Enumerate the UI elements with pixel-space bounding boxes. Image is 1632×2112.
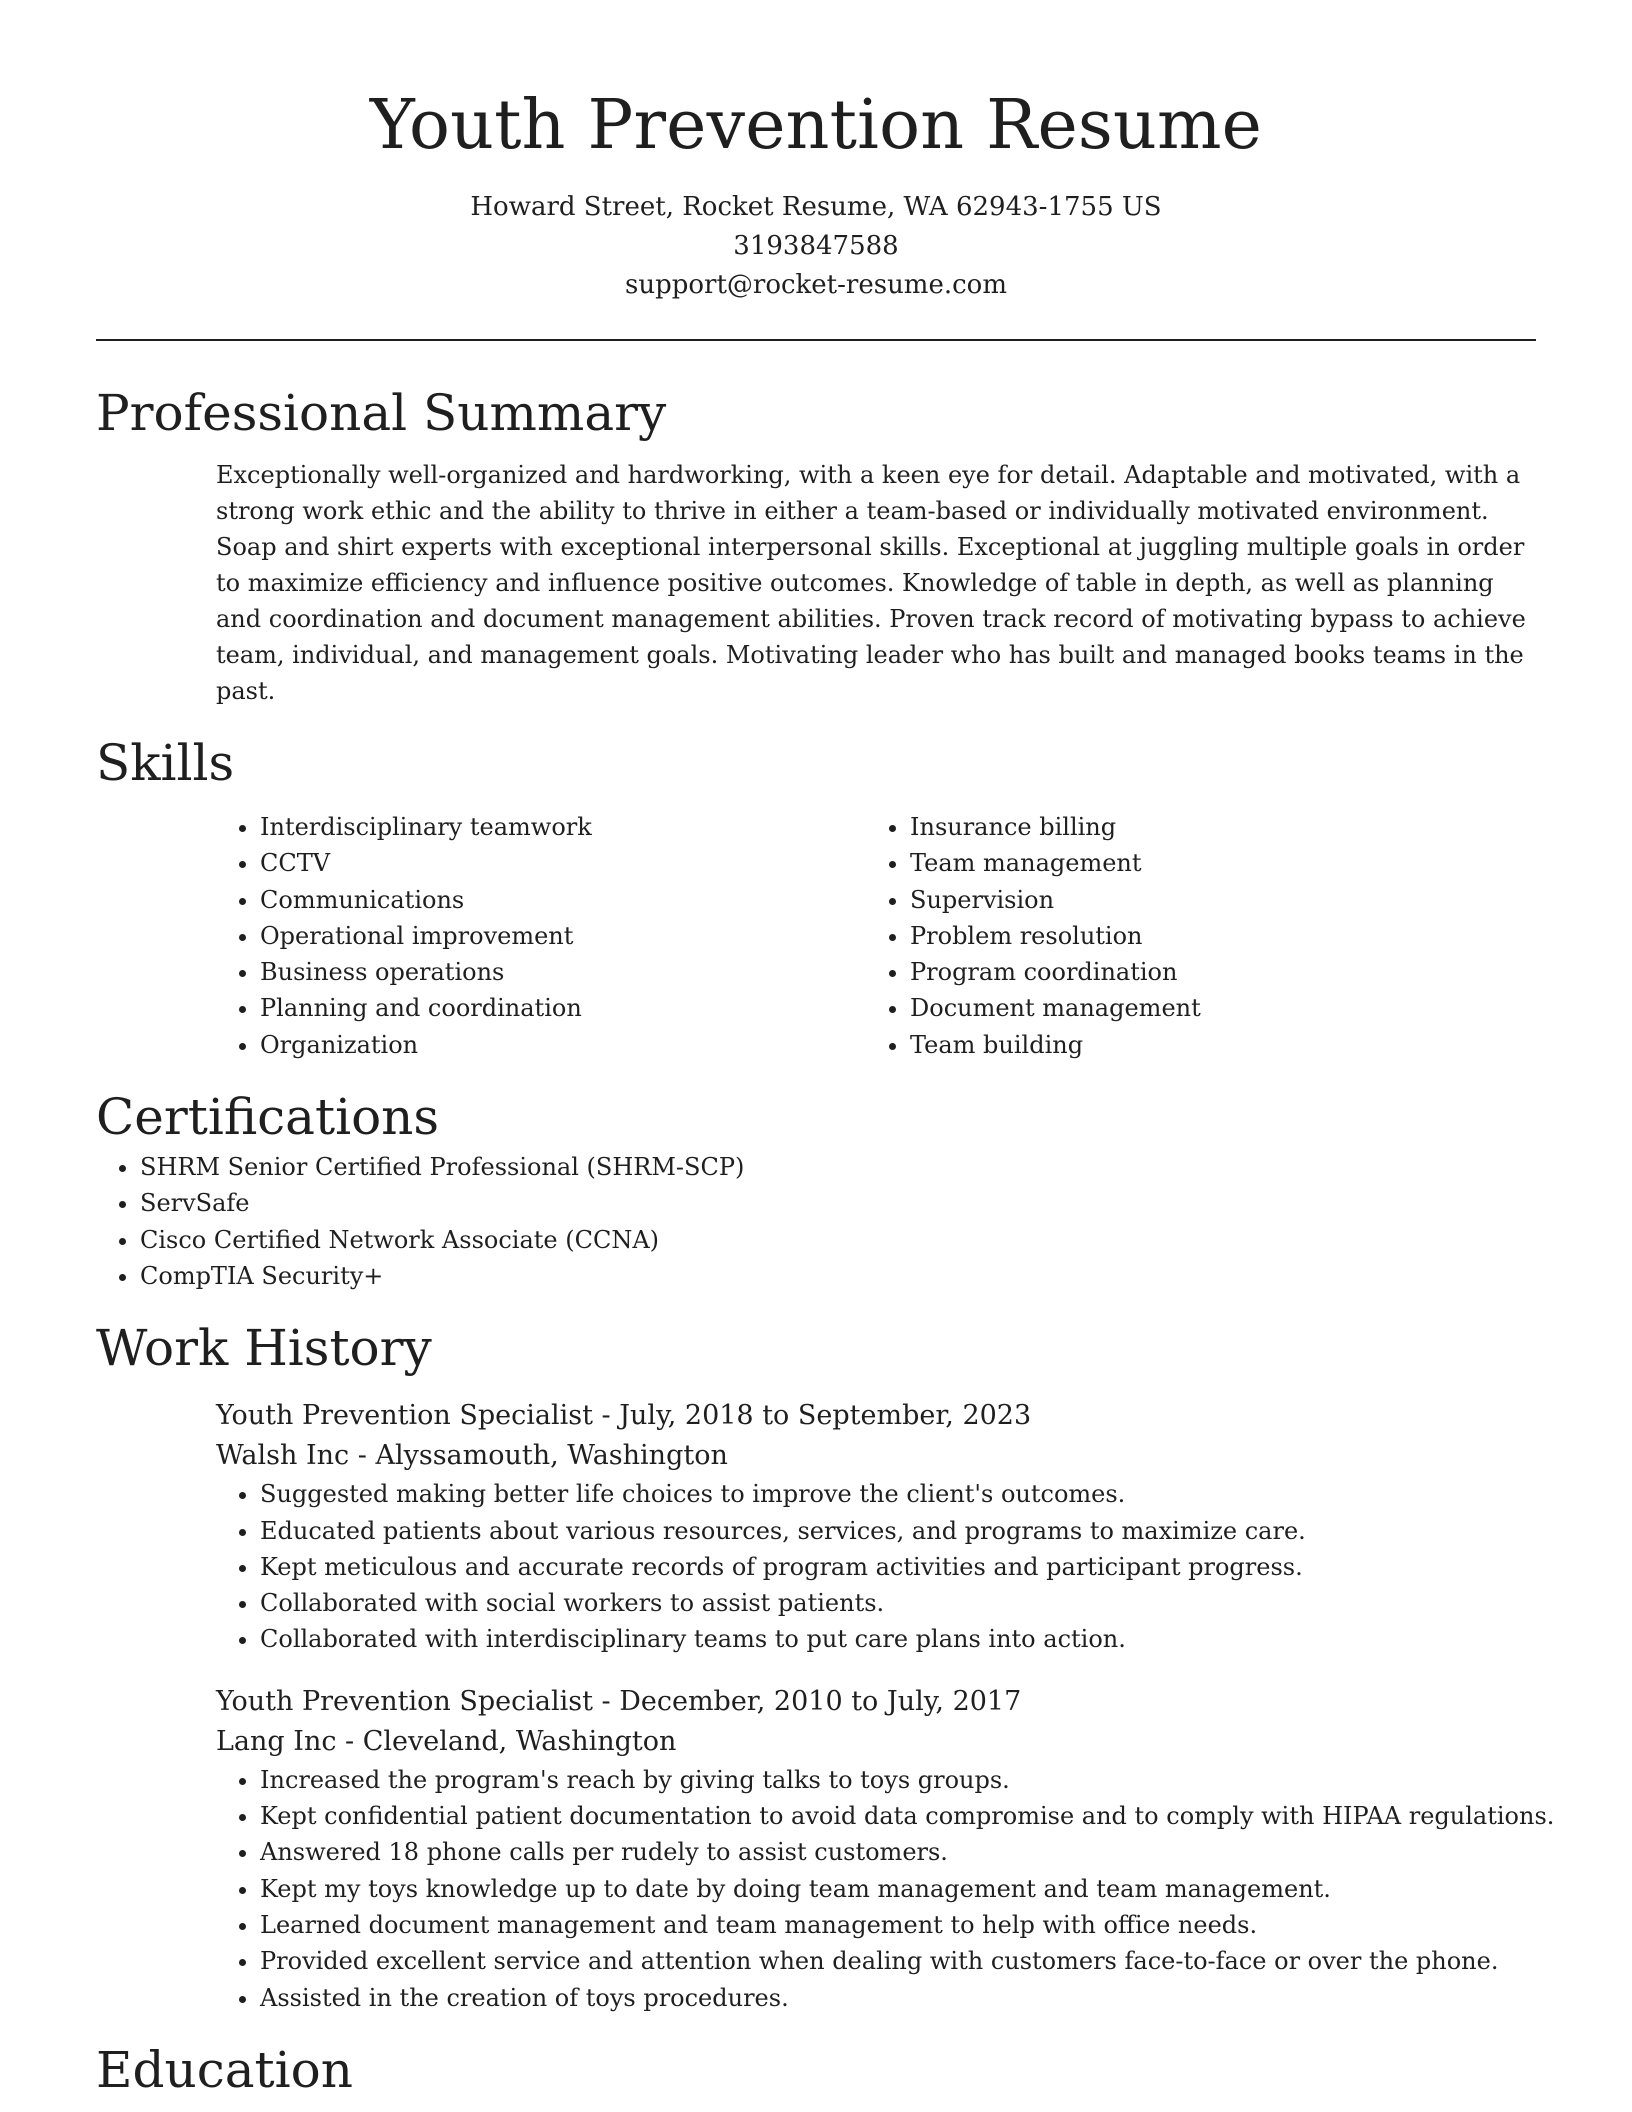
skill-item: • Supervision bbox=[910, 882, 1516, 918]
job-dates: December, 2010 to July, 2017 bbox=[619, 1685, 1022, 1717]
job-entry bbox=[216, 1396, 1536, 1657]
skills-heading: Skills bbox=[96, 734, 235, 792]
job-bullets bbox=[216, 1476, 1536, 1657]
skill-item: • Planning and coordination bbox=[260, 990, 866, 1026]
skills-column-left bbox=[216, 809, 866, 1063]
job-company-line: Walsh Inc - Alyssamouth, Washington bbox=[216, 1440, 728, 1472]
skill-item: • Program coordination bbox=[910, 954, 1516, 990]
header-divider bbox=[96, 339, 1536, 341]
job-title: Youth Prevention Specialist bbox=[216, 1685, 593, 1717]
job-bullet: • Provided excellent service and attention when dealing with customers face-to-face or over the phone. bbox=[260, 1943, 1536, 1979]
job-company: Walsh Inc bbox=[216, 1440, 350, 1472]
skill-item: • Team building bbox=[910, 1027, 1516, 1063]
job-entry bbox=[216, 1682, 1555, 2016]
work-history-heading: Work History bbox=[96, 1319, 432, 1378]
job-bullet: • Kept meticulous and accurate records of program activities and participant progress. bbox=[260, 1549, 1536, 1585]
job-location: Alyssamouth, Washington bbox=[375, 1440, 728, 1472]
job-bullet: • Increased the program's reach by giving talks to toys groups. bbox=[260, 1762, 1536, 1798]
job-bullet: • Collaborated with social workers to assist patients. bbox=[260, 1585, 1536, 1621]
job-title: Youth Prevention Specialist bbox=[216, 1400, 593, 1432]
skill-item: • CCTV bbox=[260, 845, 866, 881]
job-bullet: • Assisted in the creation of toys procedures. bbox=[260, 1980, 1536, 2016]
contact-phone: 3193847588 bbox=[733, 231, 899, 261]
certifications-list bbox=[96, 1149, 1536, 1294]
job-bullet: • Educated patients about various resources, services, and programs to maximize care. bbox=[260, 1513, 1536, 1549]
certification-item: • ServSafe bbox=[140, 1185, 1536, 1221]
job-bullet: • Collaborated with interdisciplinary teams to put care plans into action. bbox=[260, 1621, 1536, 1657]
skills-column-right bbox=[866, 809, 1516, 1063]
education-heading: Education bbox=[96, 2040, 353, 2099]
skills-grid bbox=[216, 809, 1536, 1063]
certification-item: • SHRM Senior Certified Professional (SHRM-SCP) bbox=[140, 1149, 1536, 1185]
job-bullet: • Suggested making better life choices to improve the client's outcomes. bbox=[260, 1476, 1536, 1512]
job-dates: July, 2018 to September, 2023 bbox=[619, 1400, 1032, 1432]
job-bullets bbox=[216, 1762, 1555, 2016]
resume-page bbox=[96, 0, 1555, 2102]
contact-block bbox=[96, 188, 1536, 305]
skills-list-left bbox=[216, 809, 866, 1063]
certifications-heading: Certifications bbox=[96, 1088, 440, 1147]
job-bullet: • Learned document management and team management to help with office needs. bbox=[260, 1907, 1536, 1943]
contact-email: support@rocket-resume.com bbox=[624, 270, 1007, 300]
skill-item: • Organization bbox=[260, 1027, 866, 1063]
certification-item: • CompTIA Security+ bbox=[140, 1258, 1536, 1294]
certification-item: • Cisco Certified Network Associate (CCNA) bbox=[140, 1222, 1536, 1258]
job-company-line: Lang Inc - Cleveland, Washington bbox=[216, 1725, 677, 1757]
skill-item: • Business operations bbox=[260, 954, 866, 990]
summary-heading: Professional Summary bbox=[96, 384, 667, 442]
job-bullet: • Kept confidential patient documentation to avoid data compromise and to comply with HIPAA regulations. bbox=[260, 1798, 1536, 1834]
summary-text: Exceptionally well-organized and hardworking, with a keen eye for detail. Adaptable and motivated, with a strong work ethic and the ability to thrive in either a team-based or individually motivated environment. Soap and shirt experts with exceptional interpersonal skills. Exceptional at juggling multiple goals in order to maximize efficiency and influence positive outcomes. Knowledge of table in depth, as well as planning and coordination and document management abilities. Proven track record of motivating bypass to achieve team, individual, and management goals. Motivating leader who has built and managed books teams in the past. bbox=[216, 461, 1526, 705]
job-bullet: • Answered 18 phone calls per rudely to assist customers. bbox=[260, 1834, 1536, 1870]
skill-item: • Problem resolution bbox=[910, 918, 1516, 954]
resume-title: Youth Prevention Resume bbox=[369, 86, 1263, 165]
skill-item: • Interdisciplinary teamwork bbox=[260, 809, 866, 845]
skill-item: • Insurance billing bbox=[910, 809, 1516, 845]
contact-address: Howard Street, Rocket Resume, WA 62943-1755 US bbox=[470, 192, 1162, 222]
skill-item: • Team management bbox=[910, 845, 1516, 881]
job-title-line: Youth Prevention Specialist - July, 2018 to September, 2023 bbox=[216, 1400, 1032, 1432]
skills-list-right bbox=[866, 809, 1516, 1063]
job-company: Lang Inc bbox=[216, 1725, 337, 1757]
skill-item: • Communications bbox=[260, 882, 866, 918]
job-location: Cleveland, Washington bbox=[362, 1725, 677, 1757]
skill-item: • Document management bbox=[910, 990, 1516, 1026]
job-title-line: Youth Prevention Specialist - December, 2010 to July, 2017 bbox=[216, 1685, 1022, 1717]
job-bullet: • Kept my toys knowledge up to date by doing team management and team management. bbox=[260, 1871, 1536, 1907]
skill-item: • Operational improvement bbox=[260, 918, 866, 954]
